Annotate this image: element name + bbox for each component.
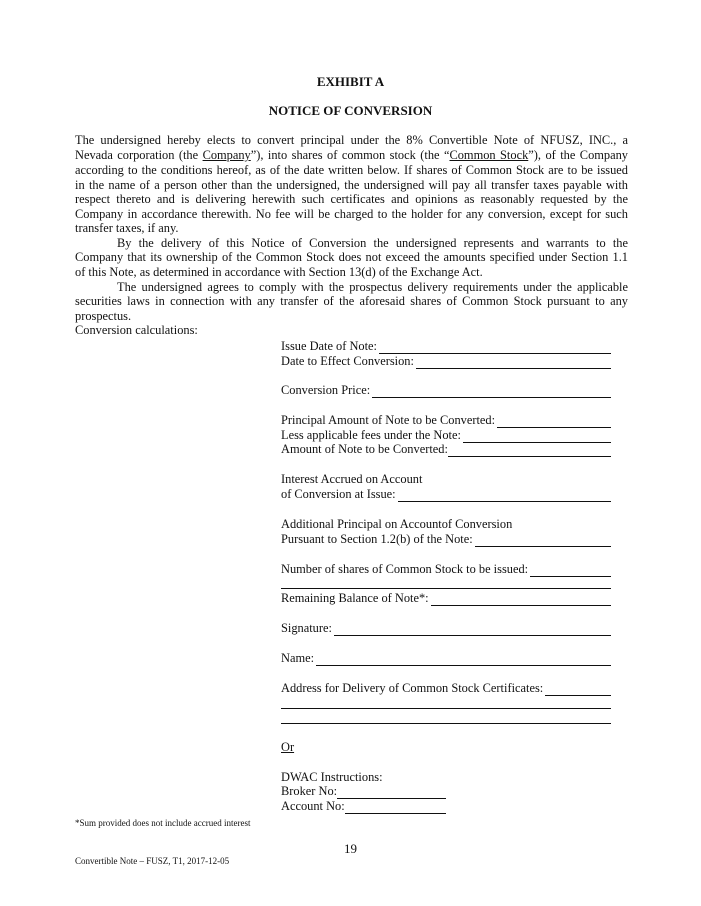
body-line: [75, 148, 628, 163]
body-line: The undersigned agrees to comply with the prospectus delivery requirements under the applicable: [117, 280, 628, 294]
signature-field[interactable]: [281, 621, 611, 636]
amount-converted-label: Amount of Note to be Converted:: [281, 442, 448, 456]
body-line: Company in accordance therewith. No fee will be charged to the holder for any conversion, except for such: [75, 207, 628, 221]
dwac-instructions-label: DWAC Instructions:: [281, 770, 383, 784]
issue-date-label: Issue Date of Note:: [281, 339, 377, 353]
name-label: Name:: [281, 651, 315, 665]
body-line: in the name of a person other than the undersigned, the undersigned will pay all transfer taxes payable with: [75, 178, 628, 192]
principal-amount-input[interactable]: [497, 415, 611, 428]
remaining-balance-input[interactable]: [431, 593, 611, 606]
body-line: securities laws in connection with any transfer of the aforesaid shares of Common Stock pursuant to any: [75, 294, 628, 308]
address-label: Address for Delivery of Common Stock Certificates:: [281, 681, 544, 695]
principal-amount-label: Principal Amount of Note to be Converted:: [281, 413, 496, 427]
date-to-effect-label: Date to Effect Conversion:: [281, 354, 414, 368]
text-segment: Nevada corporation (the: [75, 148, 203, 162]
broker-no-field[interactable]: [281, 784, 446, 799]
document-footer: Convertible Note – FUSZ, T1, 2017-12-05: [75, 856, 230, 866]
signature-label: Signature:: [281, 621, 332, 635]
body-line: respect thereto and is delivering herewith such certificates and opinions as reasonably requested by the: [75, 192, 628, 206]
number-of-shares-field[interactable]: [281, 562, 611, 577]
or-label: Or: [281, 740, 295, 754]
signature-input[interactable]: [334, 623, 611, 636]
amount-converted-input[interactable]: [448, 444, 611, 457]
interest-accrued-field[interactable]: [281, 487, 611, 502]
issue-date-input[interactable]: [379, 341, 611, 354]
remaining-balance-field[interactable]: [281, 591, 611, 606]
address-line-2[interactable]: [281, 708, 611, 709]
additional-principal-field[interactable]: [281, 532, 611, 547]
principal-amount-field[interactable]: [281, 413, 611, 428]
issue-date-field[interactable]: [281, 339, 611, 354]
number-of-shares-label: Number of shares of Common Stock to be issued:: [281, 562, 529, 576]
broker-no-input[interactable]: [337, 786, 446, 799]
body-line: The undersigned hereby elects to convert principal under the 8% Convertible Note of NFUSZ, INC., a: [75, 133, 628, 147]
date-to-effect-input[interactable]: [416, 356, 611, 369]
less-fees-label: Less applicable fees under the Note:: [281, 428, 461, 442]
address-line-3[interactable]: [281, 723, 611, 724]
less-fees-field[interactable]: [281, 428, 611, 443]
notice-title: NOTICE OF CONVERSION: [268, 103, 433, 118]
name-input[interactable]: [316, 653, 611, 666]
additional-principal-input[interactable]: [475, 534, 611, 547]
account-no-input[interactable]: [345, 801, 446, 814]
exhibit-title: EXHIBIT A: [316, 74, 385, 89]
date-to-effect-field[interactable]: [281, 354, 611, 369]
number-of-shares-input[interactable]: [530, 564, 611, 577]
page-number: 19: [344, 841, 357, 856]
conversion-price-field[interactable]: [281, 383, 611, 398]
body-line: prospectus.: [75, 309, 132, 323]
account-no-field[interactable]: [281, 799, 446, 814]
remaining-balance-label: Remaining Balance of Note*:: [281, 591, 429, 605]
address-field[interactable]: [281, 681, 611, 696]
conversion-price-input[interactable]: [372, 385, 611, 398]
body-line: By the delivery of this Notice of Conversion the undersigned represents and warrants to the: [117, 236, 628, 250]
interest-accrued-label: of Conversion at Issue:: [281, 487, 396, 501]
text-segment: ”), into shares of common stock (the “: [250, 148, 450, 162]
body-line: Company that its ownership of the Common Stock does not exceed the amounts specified under Section 1.1: [75, 250, 628, 264]
interest-accrued-input[interactable]: [398, 489, 611, 502]
body-line: of this Note, as determined in accordance with Section 13(d) of the Exchange Act.: [75, 265, 483, 279]
interest-accrued-heading: Interest Accrued on Account: [281, 472, 423, 486]
address-input[interactable]: [545, 683, 611, 696]
footnote: *Sum provided does not include accrued interest: [75, 818, 251, 828]
conversion-price-label: Conversion Price:: [281, 383, 371, 397]
additional-principal-label: Pursuant to Section 1.2(b) of the Note:: [281, 532, 473, 546]
body-line: transfer taxes, if any.: [75, 221, 179, 235]
additional-principal-heading: Additional Principal on Accountof Conversion: [281, 517, 513, 531]
blank-line[interactable]: [281, 588, 611, 589]
defined-term-common-stock: Common Stock: [449, 148, 529, 162]
account-no-label: Account No:: [281, 799, 345, 813]
conversion-calculations-label: Conversion calculations:: [75, 323, 198, 337]
body-line: according to the conditions hereof, as of the date written below. If shares of Common Stock are to be issued: [75, 163, 628, 177]
name-field[interactable]: [281, 651, 611, 666]
broker-no-label: Broker No:: [281, 784, 338, 798]
text-segment: ”), of the Company: [528, 148, 628, 162]
defined-term-company: Company: [202, 148, 251, 162]
amount-converted-field[interactable]: [281, 442, 611, 457]
